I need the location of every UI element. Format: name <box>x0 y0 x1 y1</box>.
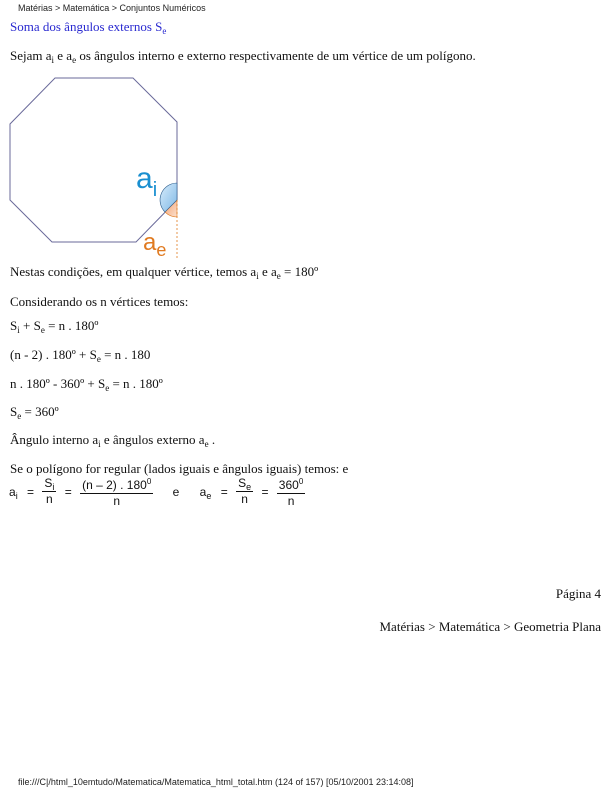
next-breadcrumb[interactable]: Matérias > Matemática > Geometria Plana <box>379 619 601 634</box>
formula-ae: $a_e$ <box>199 484 212 501</box>
page-number: Página 4 <box>555 586 601 601</box>
line-condition: Nestas condições, em qualquer vértice, temos $a_i$ e $a_e$ = 180º <box>10 264 319 281</box>
intro-paragraph: Sejam $a_i$ e $a_e$ os ângulos interno e externo respectivamente de um vértice de um polígono. <box>10 48 476 65</box>
octagon-figure <box>0 70 200 262</box>
title-text: Soma dos ângulos externos S <box>10 19 163 34</box>
label-exterior-angle: $a_e$ <box>143 229 167 260</box>
fraction-si-over-n: $\frac{S_i}{n}$ <box>44 476 55 506</box>
equation-2: (n - 2) . 180º + $S_e = n$ . 180 <box>10 347 151 364</box>
octagon-outline <box>10 78 177 242</box>
equals-sign: = <box>220 484 228 499</box>
footer-file-path: file:///C|/html_10emtudo/Matematica/Matematica_html_total.htm (124 of 157) [05/10/2001 23:14:08] <box>18 777 414 787</box>
label-interior-angle: $a_i$ <box>136 162 158 201</box>
fraction-exterior-angle: $\frac{360^0}{n}$ <box>277 474 305 509</box>
breadcrumb-top: Matérias > Matemática > Conjuntos Numéricos <box>18 3 206 13</box>
title-sub: e <box>162 26 167 36</box>
fraction-interior-angle: $\frac{(n - 2) . 180^0}{n}$ <box>80 474 153 509</box>
fraction-se-over-n: $\frac{S_e}{n}$ <box>238 476 252 506</box>
formula-separator: e <box>172 484 180 499</box>
equation-4: $S_e$ = 360º <box>10 404 59 421</box>
line-considering: Considerando os n vértices temos: <box>10 294 189 309</box>
equals-sign: = <box>261 484 269 499</box>
regular-polygon-formula <box>6 474 307 509</box>
equals-sign: = <box>27 484 35 499</box>
equation-3: n . 180º - 360º + $S_e = n$ . 180º <box>10 376 163 393</box>
formula-ai: $a_i$ <box>9 484 18 501</box>
line-regular-polygon: Se o polígono for regular (lados iguais e ângulos iguais) temos: e <box>10 461 349 476</box>
equation-1: $S_i + S_e = n$ . 180º <box>10 318 99 335</box>
line-angles: Ângulo interno $a_i$ e ângulos externo $a_e$ . <box>10 432 216 449</box>
section-title <box>10 19 166 35</box>
equals-sign: = <box>64 484 72 499</box>
